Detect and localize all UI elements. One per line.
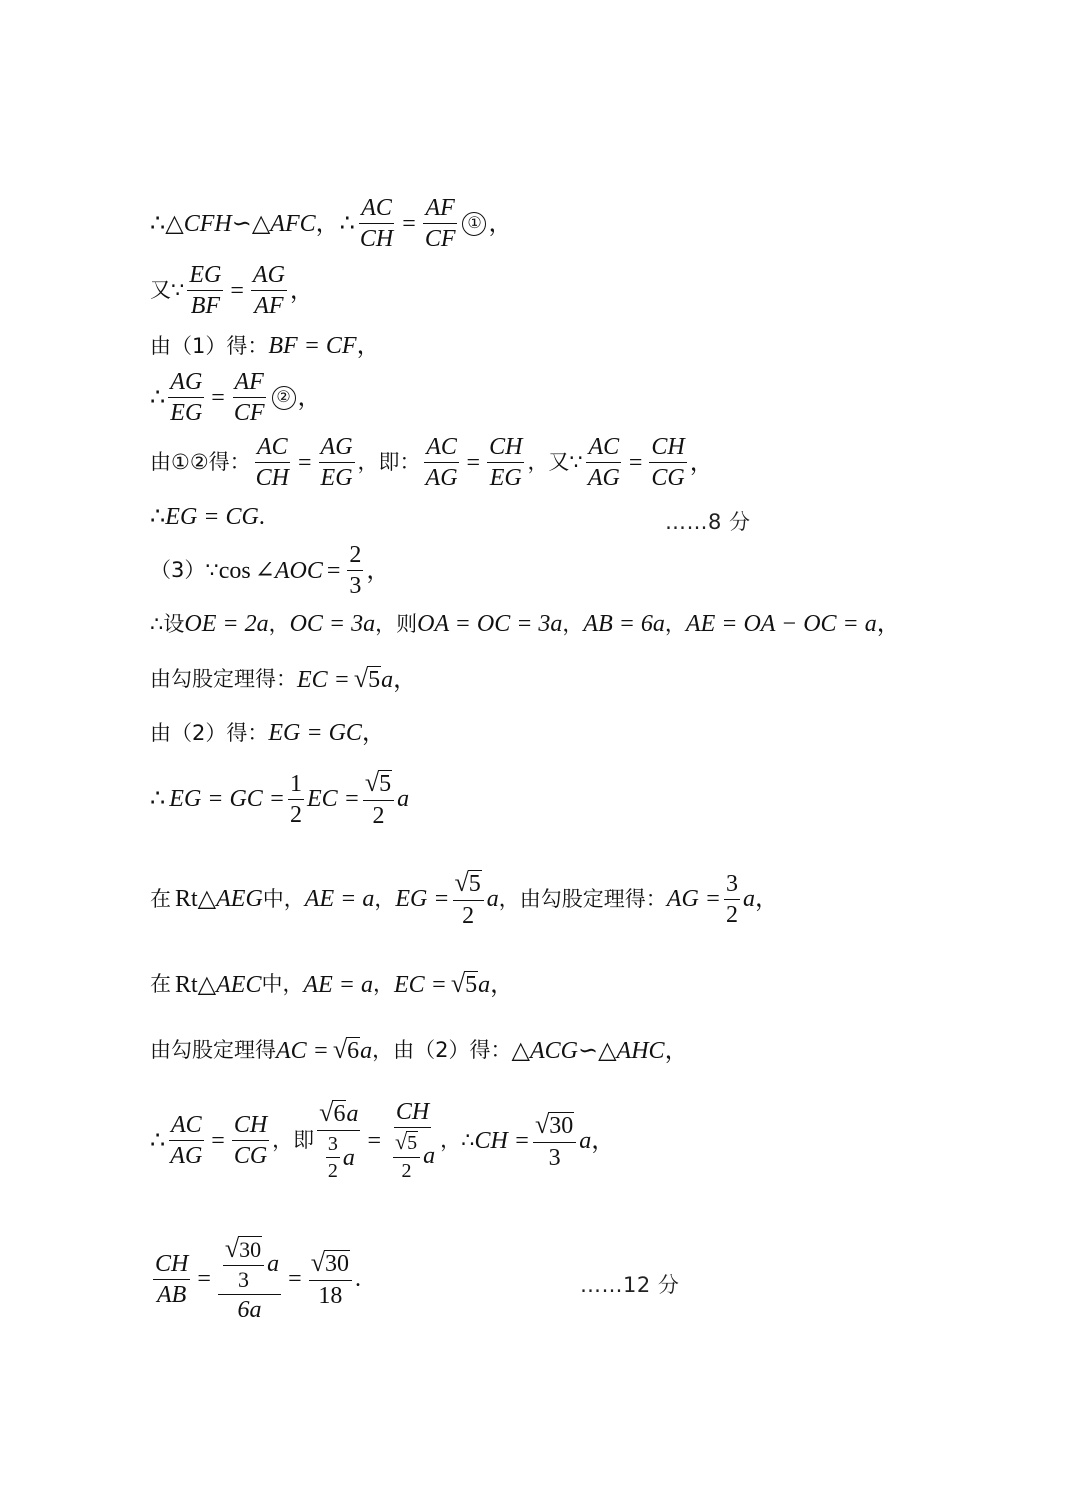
fraction: $\frac{AF}{CF}$ (424, 195, 456, 252)
line-1 (150, 196, 512, 251)
text: ， (268, 611, 290, 636)
fraction: $\frac{AC}{CH}$ (255, 434, 289, 491)
text: ∴设 (150, 611, 185, 636)
text: ，即： (357, 450, 421, 474)
angle: ∠AOC (254, 557, 323, 584)
square-root: √ 6 (332, 1035, 360, 1064)
therefore-symbol: ∴ (150, 384, 166, 411)
expression: EC = (307, 786, 360, 813)
complex-fraction: √ 6 a $\frac{3}{2}$ a (319, 1098, 359, 1183)
line-6 (150, 505, 265, 529)
line-8 (150, 612, 901, 636)
circled-number: ② (272, 386, 296, 410)
expression: AG = (666, 886, 721, 913)
line-10 (150, 721, 386, 745)
expression: OE = 2a (184, 611, 269, 637)
line-7 (150, 543, 390, 598)
text: ，由（2）得： (372, 1038, 512, 1063)
equals: = (367, 1127, 381, 1154)
fraction: √ 5 2 (453, 870, 484, 928)
fraction: $\frac{CH}{AB}$ (155, 1250, 189, 1308)
variable: a (742, 886, 755, 913)
variable: a (579, 1127, 592, 1154)
expression: AE = a (303, 971, 373, 998)
expression: EG = GC = (169, 786, 286, 813)
expression: OC = 3a (289, 611, 376, 637)
triangle-name: AEG (216, 886, 263, 913)
expression: CH = (474, 1127, 530, 1154)
fraction: $\frac{AC}{AG}$ (170, 1112, 203, 1170)
expression: EG = CG (165, 504, 259, 530)
equals: = (298, 449, 312, 476)
text: ，由勾股定理得： (498, 886, 667, 911)
text: 由（1）得： (150, 333, 269, 358)
punct: ， (490, 971, 515, 998)
punct: ， (393, 666, 418, 693)
fraction: √ 30 18 (309, 1250, 352, 1308)
line-5 (150, 435, 714, 490)
text: （3）∵ (150, 558, 219, 582)
punct: ， (664, 1037, 689, 1064)
text: ， (374, 886, 396, 911)
fraction: $\frac{CH}{CG}$ (233, 1112, 268, 1170)
expression: AE = OA − OC = a (685, 611, 877, 637)
expression: OA = OC = 3a (417, 611, 563, 637)
text: 中， (262, 886, 305, 911)
equals: = (402, 210, 416, 237)
triangle-name: AEC (216, 971, 262, 998)
text: ， (372, 972, 394, 997)
punct: ， (488, 210, 513, 237)
fraction: √ 30 3 (533, 1112, 576, 1170)
text: ，则 (375, 611, 418, 636)
expression: EG = (395, 886, 450, 913)
rt-triangle: Rt△ (175, 886, 217, 913)
expression: BF = CF (268, 333, 357, 359)
punct: . (355, 1266, 361, 1292)
punct: ， (876, 611, 901, 637)
punct: ， (366, 557, 391, 584)
punct: ， (689, 449, 714, 476)
line-15 (150, 1100, 615, 1181)
variable: a (381, 666, 394, 693)
therefore-symbol: ∴ (339, 210, 355, 237)
fraction: $\frac{2}{3}$ (349, 542, 362, 599)
text: 由勾股定理得： (150, 667, 297, 692)
variable: a (360, 1037, 373, 1064)
text: 由勾股定理得 (150, 1038, 276, 1063)
cos-function: cos (218, 557, 251, 584)
expression: EC = (393, 971, 447, 998)
complex-fraction: √ 30 3 a 6a (218, 1236, 281, 1322)
text: ，即 (272, 1128, 315, 1153)
expression: AB = 6a (583, 611, 665, 637)
circled-number: ① (462, 212, 486, 236)
text: ， (562, 611, 584, 636)
square-root: √ 5 (450, 969, 478, 998)
text: 中， (261, 972, 304, 997)
variable: a (478, 971, 491, 998)
expression: AC = (276, 1037, 329, 1064)
line-4 (150, 370, 322, 425)
score-12: ……12 分 (580, 1273, 680, 1297)
punct: ， (361, 720, 386, 746)
line-13 (150, 971, 514, 998)
text: 又∵ (150, 278, 185, 302)
text: 由①②得： (150, 450, 251, 474)
equals: = (211, 1127, 225, 1154)
equals: = (211, 384, 225, 411)
fraction: $\frac{AG}{EG}$ (170, 369, 203, 426)
equals: = (326, 557, 341, 584)
fraction: $\frac{1}{2}$ (290, 770, 303, 828)
score-8: ……8 分 (665, 510, 751, 534)
fraction: $\frac{AC}{CH}$ (359, 195, 394, 252)
punct: ， (289, 277, 314, 304)
line-11 (150, 770, 409, 828)
fraction: √ 5 2 (363, 770, 394, 828)
punct: ， (591, 1127, 616, 1154)
fraction: $\frac{CH}{CG}$ (651, 434, 685, 491)
text: ， (664, 611, 686, 636)
therefore-symbol: ∴ (150, 210, 166, 237)
therefore-symbol: ∴ (150, 786, 166, 813)
therefore-symbol: ∴ (150, 504, 166, 530)
fraction: $\frac{AF}{CF}$ (233, 369, 265, 426)
square-root: √ 5 (353, 664, 381, 693)
text: ，又∵ (527, 450, 583, 474)
complex-fraction: CH √ 5 2 a (395, 1099, 436, 1183)
text: 在 (150, 886, 171, 911)
fraction: $\frac{CH}{EG}$ (489, 434, 523, 491)
line-2 (150, 263, 314, 318)
fraction: $\frac{AG}{AF}$ (252, 262, 285, 319)
punct: . (258, 504, 265, 530)
equals: = (197, 1266, 211, 1292)
expression: AE = a (304, 886, 375, 913)
fraction: $\frac{3}{2}$ (725, 870, 738, 928)
similar-triangles: △CFH∽△AFC (165, 210, 316, 237)
therefore-symbol: ∴ (150, 1127, 166, 1154)
separator: ， (315, 210, 340, 237)
variable: a (486, 886, 499, 913)
equals: = (288, 1266, 302, 1292)
expression: EC = (297, 666, 350, 693)
equals: = (628, 449, 643, 476)
line-9 (150, 666, 417, 693)
expression: EG = GC (268, 720, 362, 746)
variable: a (397, 786, 410, 813)
punct: ， (297, 384, 322, 411)
fraction: $\frac{AC}{AG}$ (587, 434, 620, 491)
line-3 (150, 334, 381, 358)
text: 在 (150, 972, 171, 997)
line-16 (150, 1236, 361, 1322)
line-14 (150, 1037, 689, 1064)
fraction: $\frac{AG}{EG}$ (320, 434, 353, 491)
punct: ， (356, 333, 381, 359)
text: 由（2）得： (150, 720, 269, 745)
fraction: $\frac{EG}{BF}$ (189, 262, 222, 319)
text: ，∴ (440, 1128, 475, 1153)
equals: = (230, 277, 244, 304)
fraction: $\frac{AC}{AG}$ (425, 434, 458, 491)
line-12 (150, 870, 779, 928)
rt-triangle: Rt△ (175, 971, 217, 998)
equals: = (466, 449, 481, 476)
similar-triangles: △ACG∽△AHC (511, 1037, 665, 1064)
punct: ， (754, 886, 779, 913)
